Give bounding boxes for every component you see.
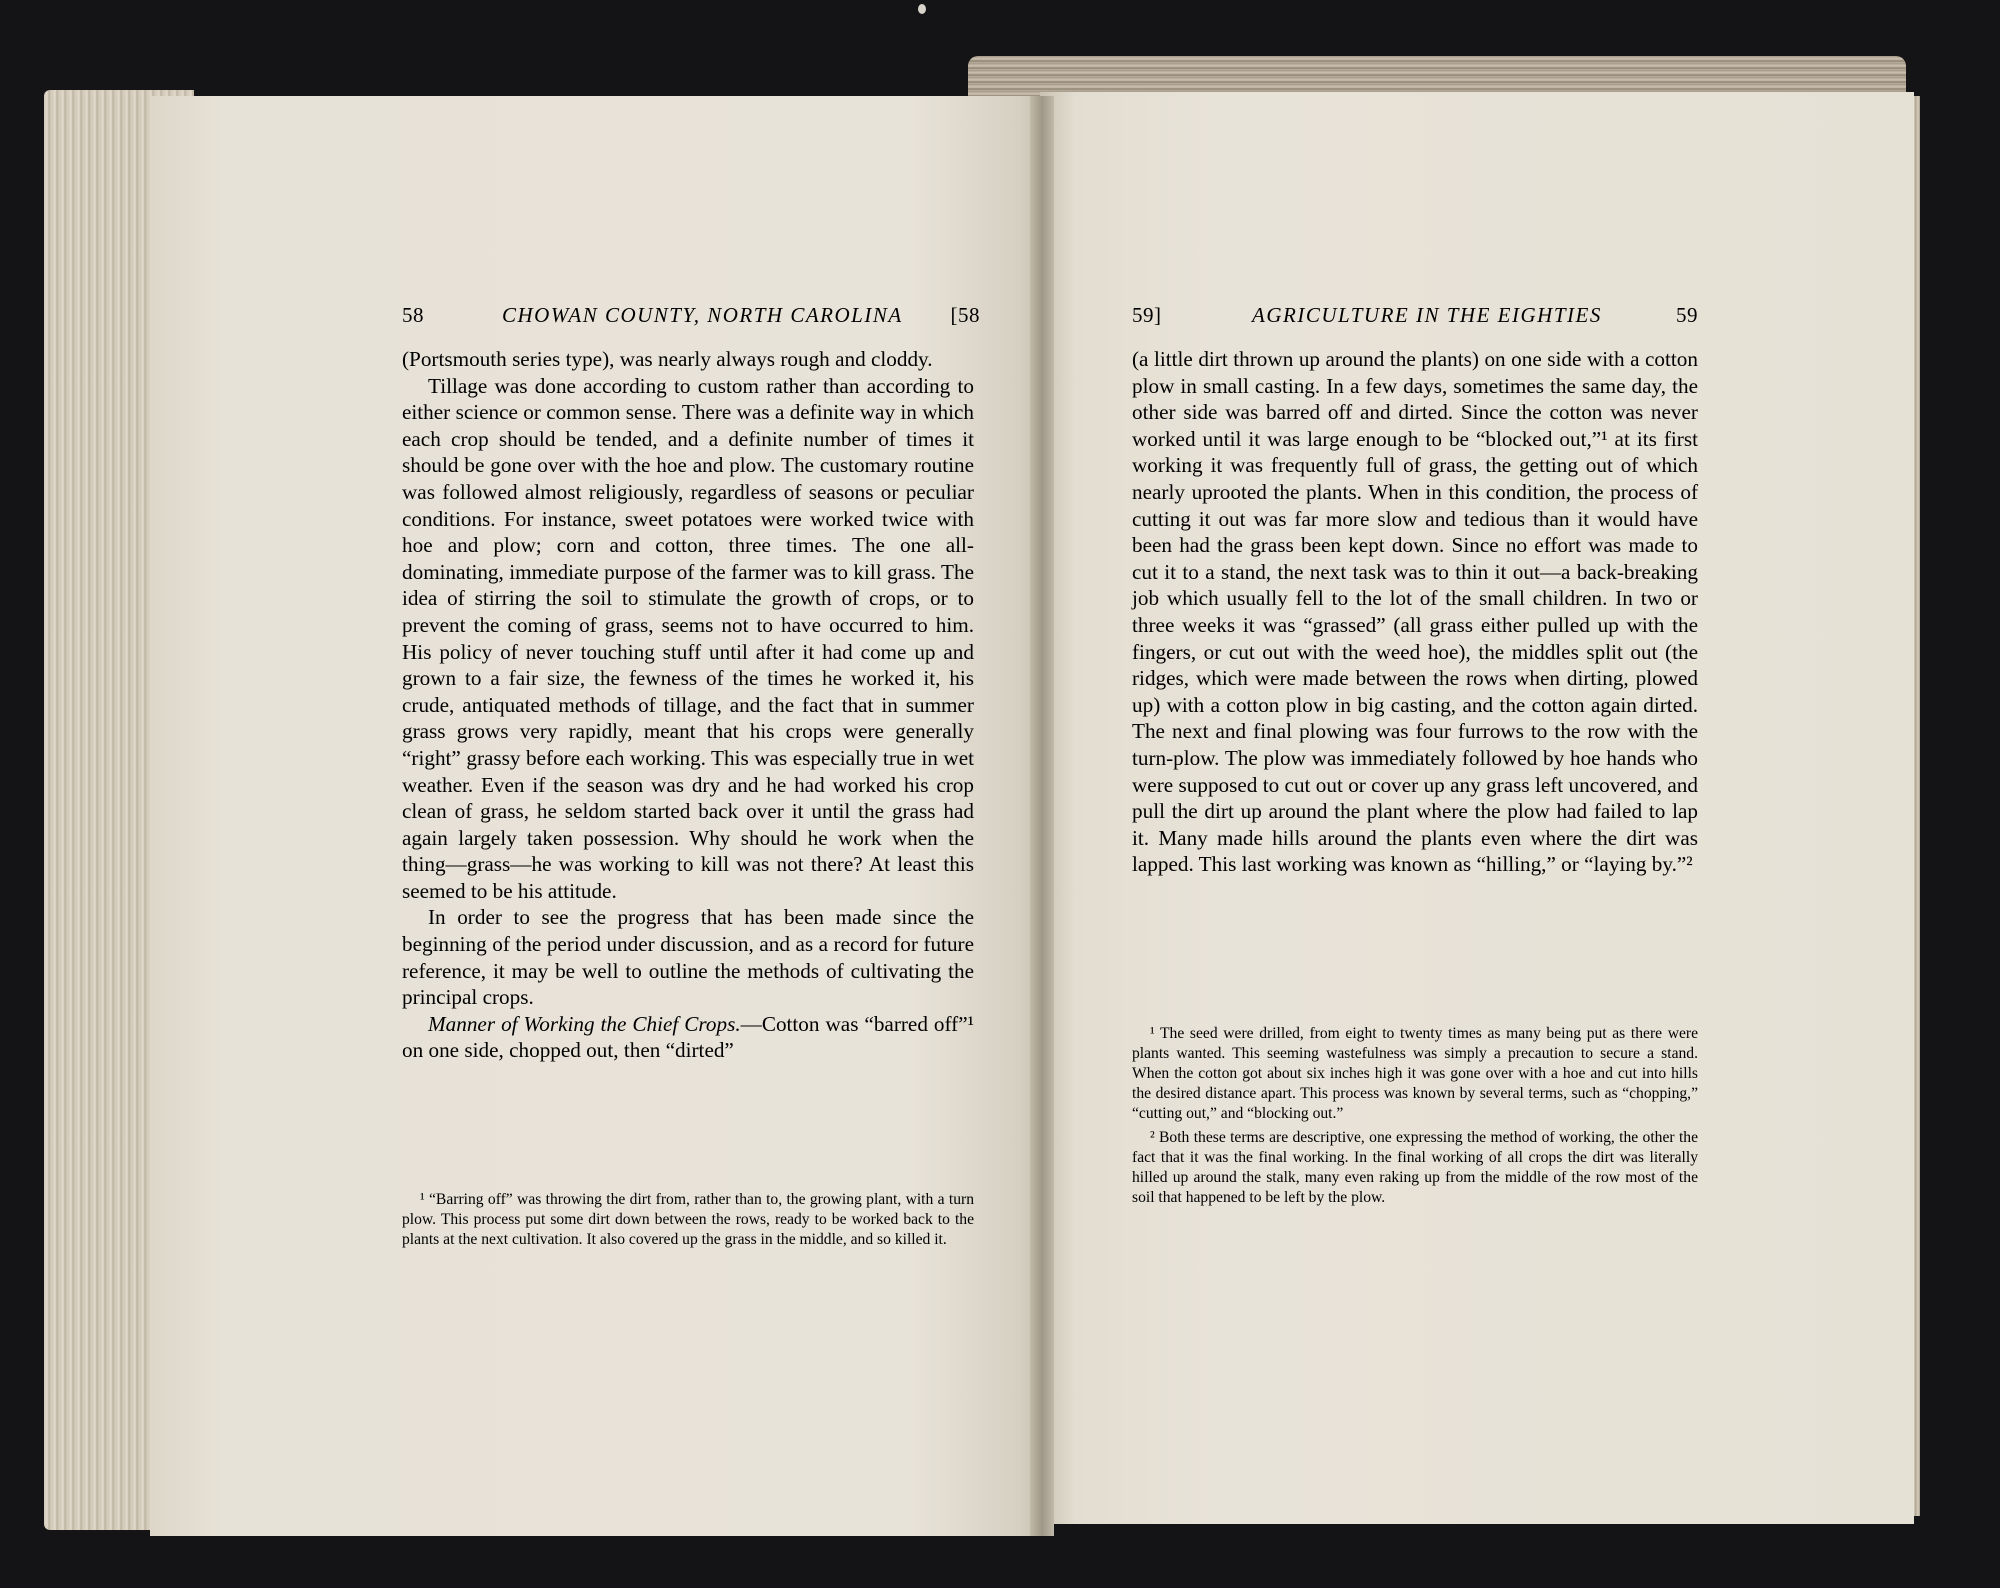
section-text: —Cotton was “barred off”¹ on one side, chopped out, then “dirted” [402,1011,974,1063]
left-footnotes [402,1190,974,1250]
right-footnote-2: ² Both these terms are descriptive, one expressing the method of working, the other the fact that it was the final working. In the final working of all crops the dirt was literally hilled up around the stalk, many even raking up from the middle of the row most of the soil that happened to be left by the plow. [1132,1129,1698,1206]
left-bracket-number: [58 [950,303,980,327]
section-heading: Manner of Working the Chief Crops. [428,1011,741,1036]
left-running-head [402,303,980,328]
left-body-text [402,346,974,1064]
left-running-title: CHOWAN COUNTY, NORTH CAROLINA [502,303,903,327]
left-paragraph-1: (Portsmouth series type), was nearly always rough and cloddy. [402,347,933,371]
left-page-number: 58 [402,303,424,327]
right-body-text [1132,346,1698,878]
right-page-number: 59 [1676,303,1698,327]
right-footnotes [1132,1024,1698,1208]
right-running-title: AGRICULTURE IN THE EIGHTIES [1252,303,1602,327]
right-running-head [1132,303,1698,328]
dust-speck [918,4,926,14]
right-paragraph-1: (a little dirt thrown up around the plants) on one side with a cotton plow in small casting. In a few days, sometimes the same day, the other side was barred off and dirted. Since the cotton was never worked until it was large enough to be “blocked out,”¹ at its first working it was frequently full of grass, the getting out of which nearly uprooted the plants. When in this condition, the process of cutting it out was far more slow and tedious than it would have been had the grass been kept down. Since no effort was made to cut it to a stand, the next task was to thin it out—a back-breaking job which usually fell to the lot of the small children. In two or three weeks it was “grassed” (all grass either pulled up with the fingers, or cut out with the weed hoe), the middles split out (the ridges, which were made between the rows when dirting, plowed up) with a cotton plow in big casting, and the cotton again dirted. The next and final plowing was four furrows to the row with the turn-plow. The plow was immediately followed by hoe hands who were supposed to cut out or cover up any grass left uncovered, and pull the dirt up around the plant where the plow had failed to lap it. Many made hills around the plants even where the dirt was lapped. This last working was known as “hilling,” or “laying by.”² [1132,347,1698,877]
left-section-paragraph [402,1011,974,1064]
book-gutter [1030,96,1054,1536]
right-footnote-1: ¹ The seed were drilled, from eight to twenty times as many being put as there were plants wanted. This seeming wastefulness was simply a precaution to secure a stand. When the cotton got about six inches high it was gone over with a hoe and cut into hills the desired distance apart. This process was known by several terms, such as “chopping,” “cutting out,” and “blocking out.” [1132,1025,1698,1122]
left-paragraph-2: Tillage was done according to custom rather than according to either science or common sense. There was a definite way in which each crop should be tended, and a definite number of times it should be gone over with the hoe and plow. The customary routine was followed almost religiously, regardless of seasons or peculiar conditions. For instance, sweet potatoes were worked twice with hoe and plow; corn and cotton, three times. The one all-dominating, immediate purpose of the farmer was to kill grass. The idea of stirring the soil to stimulate the growth of crops, or to prevent the coming of grass, seems not to have occurred to him. His policy of never touching stuff until after it had come up and grown to a fair size, the fewness of the times he worked it, his crude, antiquated methods of tillage, and the fact that in summer grass grows very rapidly, meant that his crops were generally “right” grassy before each working. This was especially true in wet weather. Even if the season was dry and he had worked his crop clean of grass, he seldom started back over it until the grass had again largely taken possession. Why should he work when the thing—grass—he was working to kill was not there? At least this seemed to be his attitude. [402,373,974,903]
left-footnote-1: ¹ “Barring off” was throwing the dirt from, rather than to, the growing plant, with a turn plow. This process put some dirt down between the rows, ready to be worked back to the plants at the next cultivation. It also covered up the grass in the middle, and so killed it. [402,1191,974,1248]
left-paragraph-3: In order to see the progress that has been made since the beginning of the period under discussion, and as a record for future reference, it may be well to outline the methods of cultivating the principal crops. [402,905,974,1010]
right-bracket-number: 59] [1132,303,1162,327]
